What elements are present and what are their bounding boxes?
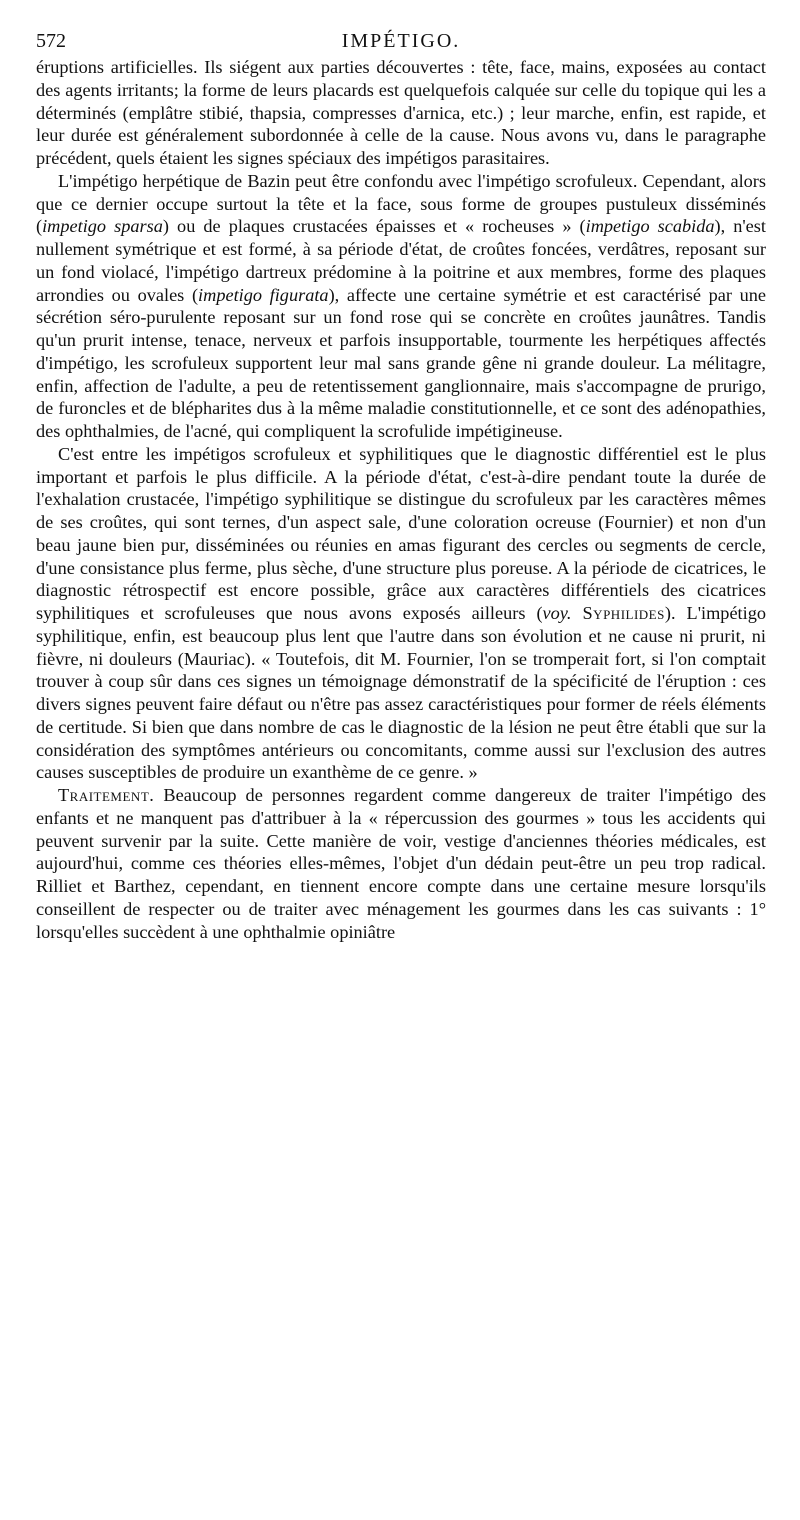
text-segment: L'impétigo herpétique de Bazin peut être confondu avec l'impétigo scrofuleux. Cependant, alors que ce dernier occupe surtout la tête et la face, sous forme de groupes pustuleux disséminés ( [36, 170, 766, 237]
page [36, 26, 766, 943]
paragraph-continuation: éruptions artificielles. Ils siégent aux parties découvertes : tête, face, mains, exposées au contact des agents irritants; la forme de leurs placards est quelquefois calquée sur celle du topique qui les a déterminés (emplâtre stibié, thapsia, compresses d'arnica, etc.) ; leur marche, enfin, est rapide, et leur durée est généralement subordonnée à celle de la cause. Nous avons vu, dans le paragraphe précédent, quels étaient les signes spéciaux des impétigos parasitaires. [36, 57, 766, 168]
text-segment: Beaucoup de personnes regardent comme dangereux de traiter l'impétigo des enfants et ne manquent pas d'attribuer à la « répercussion des gourmes » tous les accidents qui peuvent survenir par la suite. Cette manière de voir, vestige d'anciennes théories médicales, est aujourd'hui, comme ces théories elles-mêmes, l'objet d'un dédain peut-être un peu trop radical. Rilliet et Barthez, cependant, en tiennent encore compte dans une certaine mesure lorsqu'ils conseillent de respecter ou de traiter avec ménagement les gourmes dans les cas suivants : 1° lorsqu'elles succèdent à une ophthalmie opiniâtre [36, 785, 766, 942]
text-segment: ), n'est nullement symétrique et est formé, à sa période d'état, de croûtes foncées, verdâtres, reposant sur un fond violacé, l'impétigo dartreux prédomine à la poitrine et aux membres, forme des plaques arrondies ou ovales ( [36, 216, 766, 305]
page-header [36, 26, 766, 56]
body-text [36, 56, 766, 943]
text-segment: ), affecte une certaine symétrie et est caractérisé par une sécrétion séro-purulente reposant sur un fond rose qui se concrète en croûtes jaunâtres. Tandis qu'un prurit intense, tenace, nerveux et parfois insupportable, tourmente les herpétiques affectés d'impétigo, les scrofuleux supportent leur mal sans grande gêne ni grande douleur. La mélitagre, enfin, affection de l'adulte, a peu de retentissement ganglionnaire, mais s'accompagne de prurigo, de furoncles et de blépharites dus à la même maladie constitutionnelle, et ce sont des adénopathies, des ophthalmies, de l'acné, qui compliquent la scrofulide impétigineuse. [36, 284, 766, 441]
text-segment: ). L'impétigo syphilitique, enfin, est beaucoup plus lent que l'autre dans son évolution et ne cause ni prurit, ni fièvre, ni douleurs (Mauriac). « Toutefois, dit M. Fournier, l'on se tromperait fort, si l'on comptait trouver à coup sûr dans ces signes un témoignage démonstratif de la spécificité de l'éruption : ces divers signes peuvent faire défaut ou n'être pas assez caractéristiques pour former de réels éléments de certitude. Si bien que dans nombre de cas le diagnostic de la lésion ne peut être établi que sur la considération des symptômes antérieurs ou concomitants, comme aussi sur l'exclusion des autres causes susceptibles de produire un exanthème de ce genre. » [36, 603, 766, 783]
latin-term: impetigo scabida [585, 216, 715, 237]
section-heading-treatment: Traitement. [58, 785, 155, 805]
paragraph-differential-diagnosis [36, 443, 766, 784]
paragraph-treatment [36, 784, 766, 943]
cross-reference: Syphilides [582, 603, 665, 623]
text-segment: ) ou de plaques crustacées épaisses et « rocheuses » ( [162, 216, 586, 237]
paragraph-herpetic-impetigo [36, 170, 766, 443]
text-segment: C'est entre les impétigos scrofuleux et syphilitiques que le diagnostic différentiel est le plus important et parfois le plus difficile. A la période d'état, c'est-à-dire pendant toute la durée de l'exhalation crustacée, l'impétigo syphilitique se distingue du scrofuleux par les caractères mêmes de ses croûtes, qui sont ternes, d'un aspect sale, d'une coloration ocreuse (Fournier) et non d'un beau jaune bien pur, disséminées ou réunies en amas figurant des cercles ou segments de cercle, d'une consistance plus ferme, plus sèche, d'une structure plus poreuse. A la période de cicatrices, le diagnostic rétrospectif est encore possible, grâce aux caractères différentiels des cicatrices syphilitiques et scrofuleuses que nous avons exposés ailleurs ( [36, 443, 766, 623]
page-number: 572 [36, 30, 66, 52]
voy-abbrev: voy. [542, 603, 572, 623]
latin-term: impetigo sparsa [42, 216, 163, 237]
running-title: IMPÉTIGO. [341, 30, 461, 52]
latin-term: impetigo figurata [198, 284, 329, 305]
